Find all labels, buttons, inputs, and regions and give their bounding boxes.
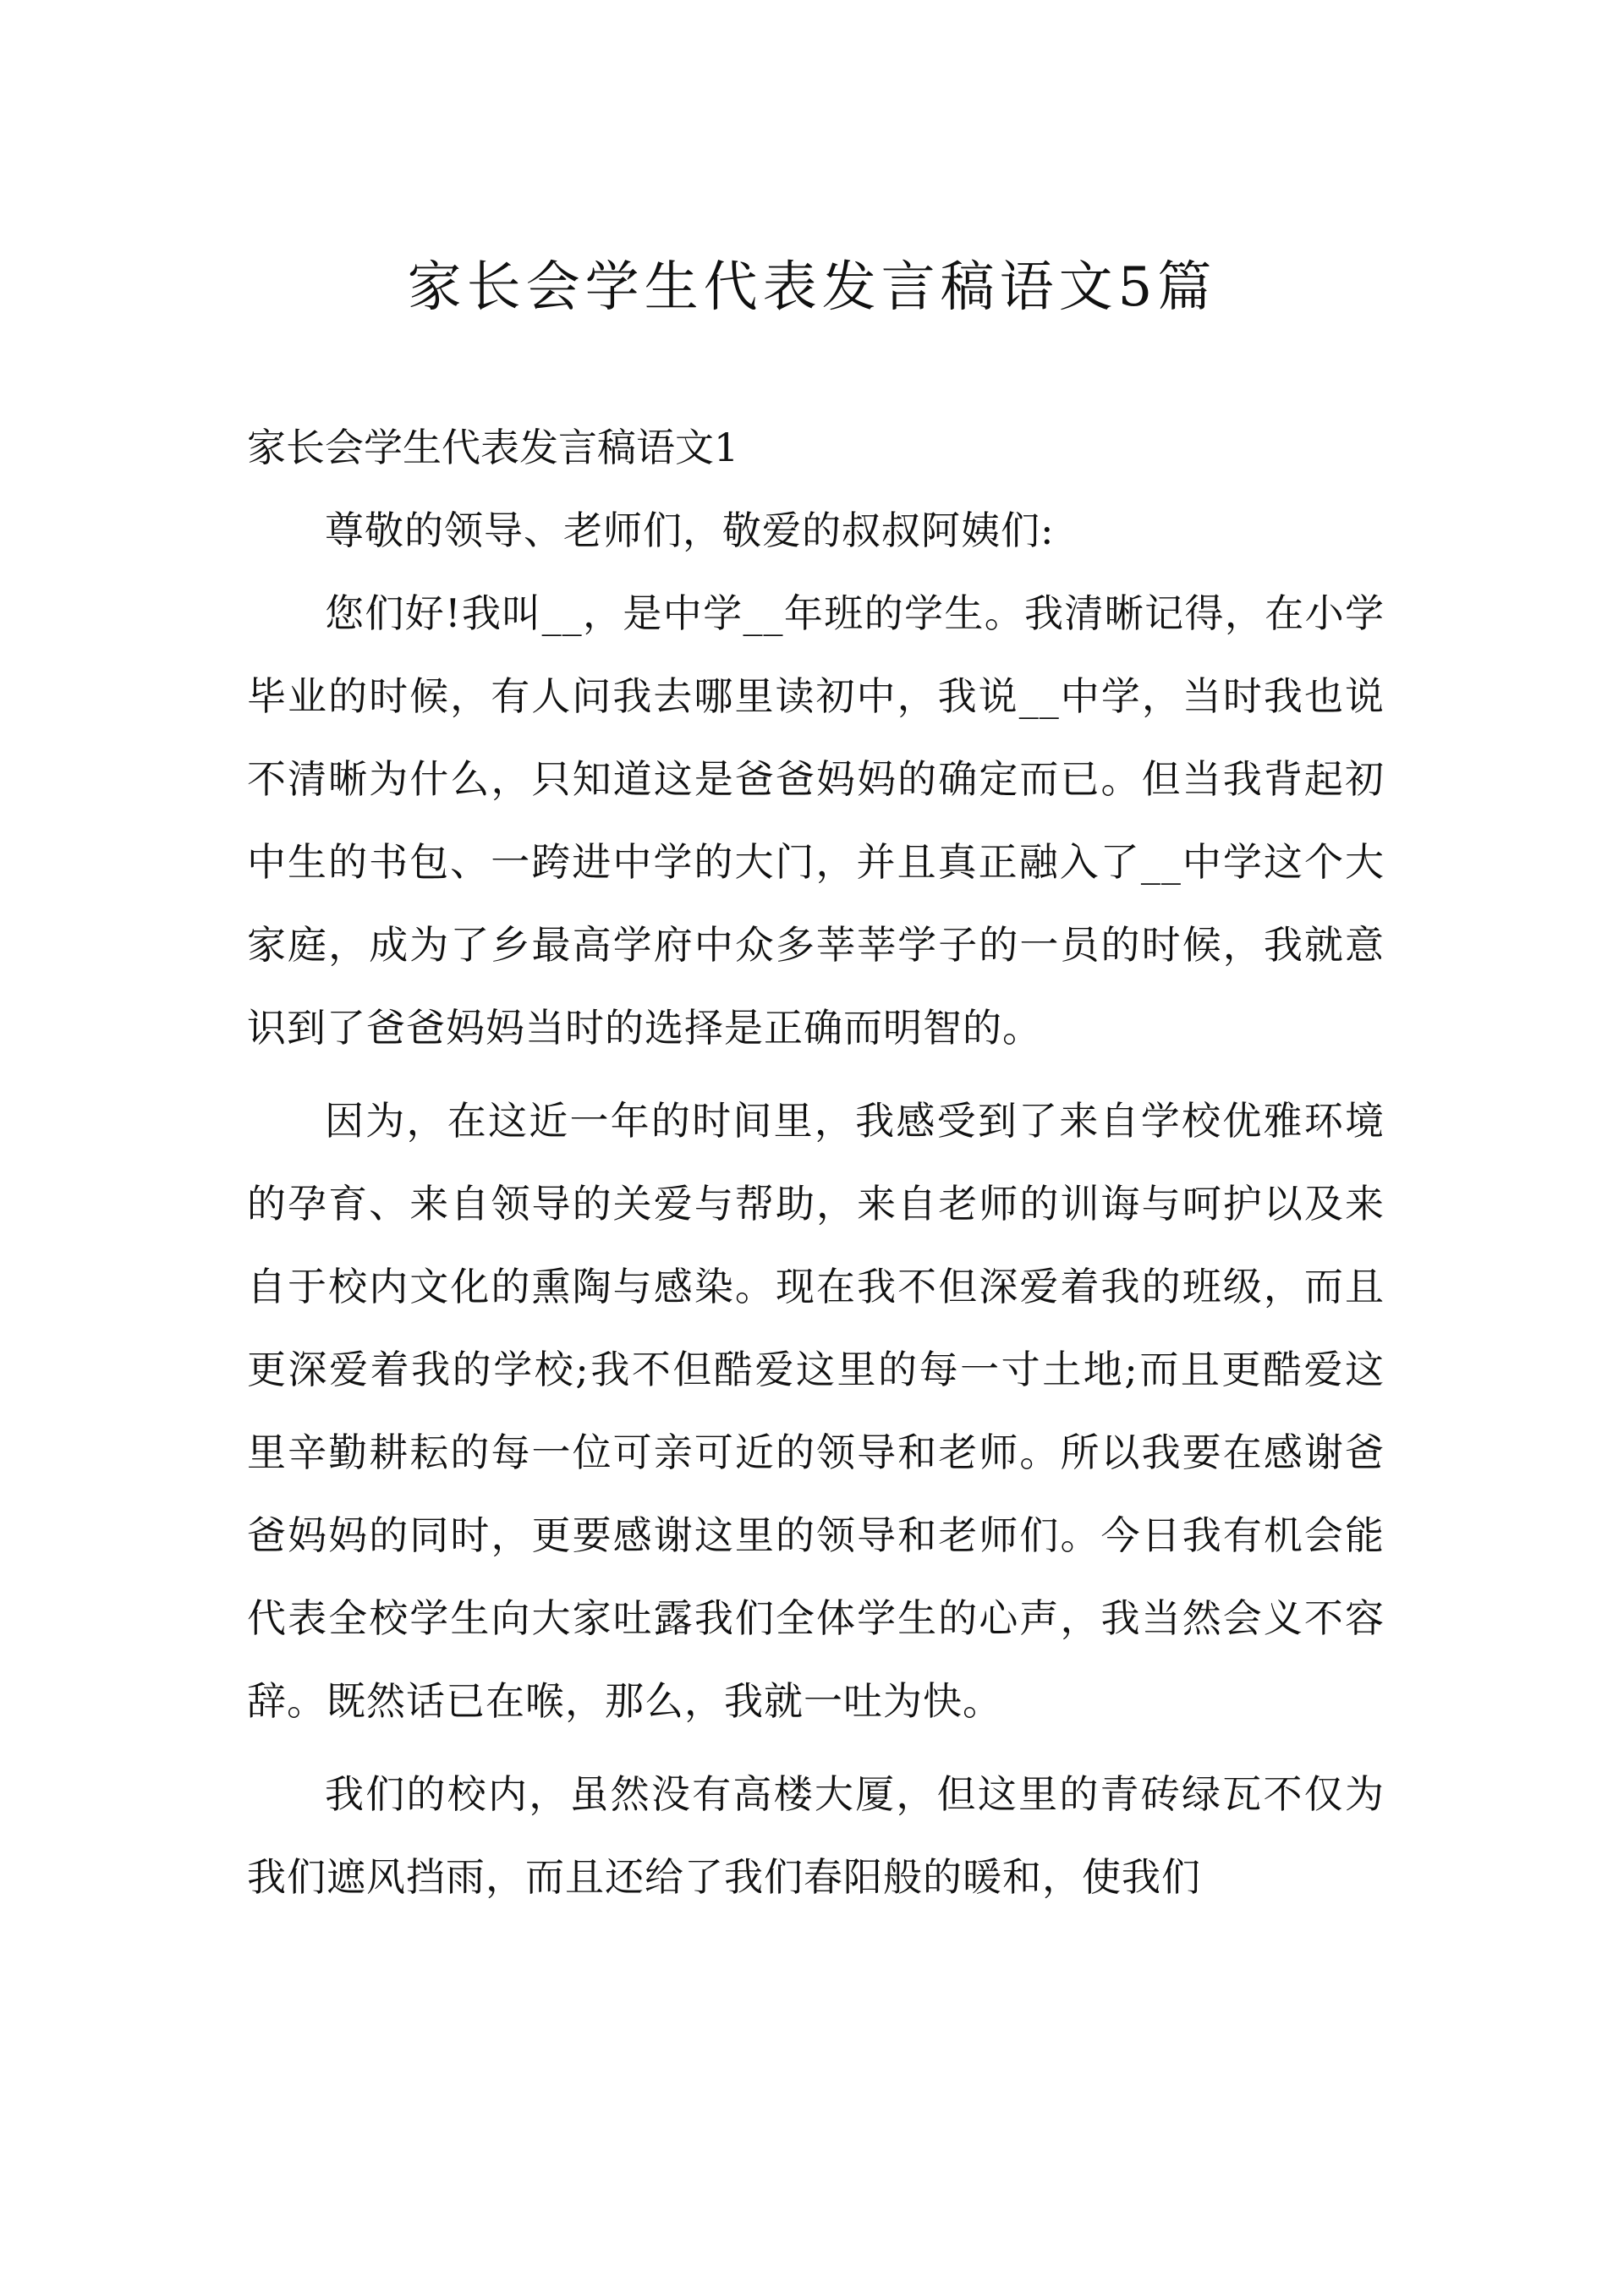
paragraph: 因为，在这近一年的时间里，我感受到了来自学校优雅环境的孕育、来自领导的关爱与帮助，来自老师的训诲与呵护以及来自于校内文化的熏陶与感染。现在我不但深爱着我的班级，而且更深爱着我的学校;我不但酷爱这里的每一寸土地;而且更酷爱这里辛勤耕耘的每一位可亲可近的领导和老师。所以我要在感谢爸爸妈妈的同时，更要感谢这里的领导和老师们。今日我有机会能代表全校学生向大家吐露我们全体学生的心声，我当然会义不容辞。既然话已在喉，那么，我就一吐为快。 [247, 1098, 1385, 1724]
paragraph: 我们的校内，虽然没有高楼大厦，但这里的青砖绿瓦不仅为我们遮风挡雨，而且还给了我们春阳般的暖和，使我们 [247, 1771, 1385, 1900]
section-heading: 家长会学生代表发言稿语文1 [247, 425, 739, 470]
paragraph: 您们好!我叫__，是中学__年班的学生。我清晰记得，在小学毕业的时候，有人问我去哪里读初中，我说__中学，当时我也说不清晰为什么，只知道这是爸爸妈妈的确定而已。但当我背起初中生的书包、一跨进中学的大门，并且真正融入了__中学这个大家庭，成为了乡最高学府中众多莘莘学子的一员的时候，我就意识到了爸爸妈妈当时的选择是正确而明智的。 [247, 590, 1385, 1051]
paragraph-salutation: 尊敬的领导、老师们，敬爱的叔叔阿姨们: [325, 508, 1055, 553]
document-title: 家长会学生代表发言稿语文5篇 [407, 256, 1217, 319]
document-body [247, 406, 1385, 1918]
